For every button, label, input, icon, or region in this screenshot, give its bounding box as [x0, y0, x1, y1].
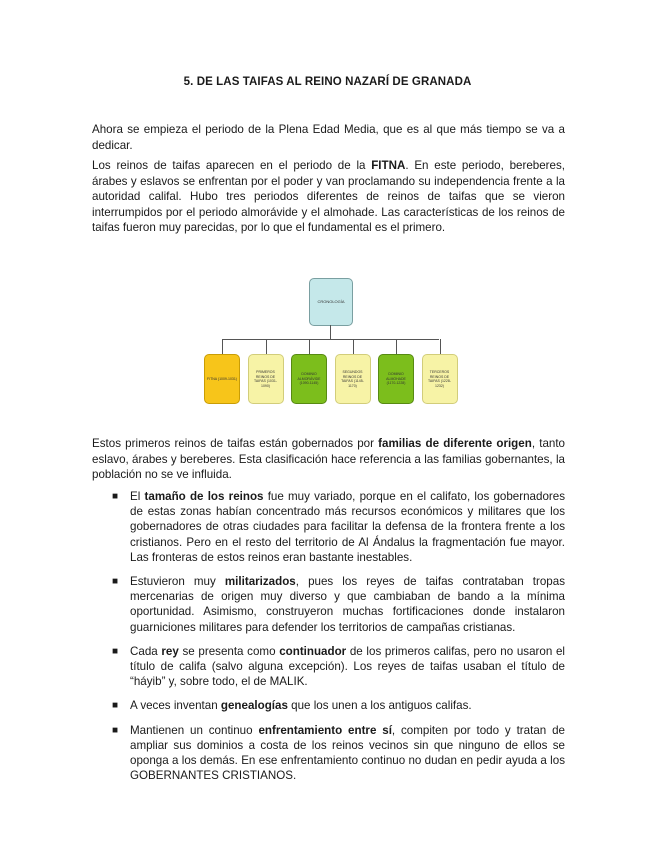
intro-paragraph: Ahora se empieza el periodo de la Plena Edad Media, que es al que más tiempo se va a dedicar.	[92, 123, 565, 152]
bold-term: continuador	[279, 644, 347, 658]
text-segment: Los reinos de taifas aparecen en el periodo de la	[92, 159, 372, 172]
text-segment: se presenta como	[178, 644, 280, 658]
text-segment: . En este periodo, bereberes, árabes y eslavos se enfrentan por el poder y van proclamando su independencia frente a la autoridad califal. Hubo tres periodos diferentes de reinos de taifas que se vieron interrumpidos por el periodo almorávide y el almohade. Las características de los reinos de taifas fueron muy parecidas, por lo que el fundamental es el primero.	[92, 159, 565, 235]
families-paragraph	[92, 436, 565, 483]
bold-term: enfrentamiento entre sí	[258, 723, 392, 737]
list-item	[110, 489, 565, 565]
text-segment: Mantienen un continuo	[130, 723, 259, 737]
bold-term: genealogías	[220, 699, 288, 713]
bold-term: FITNA	[371, 159, 406, 172]
text-segment: fue muy variado, porque en el califato, los gobernadores de estas zonas habían concentrado más recursos económicos y militares que los gobernadores de otras ciudades para facilitar la defensa de la frontera frente a los cristianos. Pero en el resto del territorio de Al Ándalus la fragmentación fue mayor. Las fronteras de estos reinos eran bastante inestables.	[130, 490, 566, 564]
text-segment: , tanto eslavo, árabes y bereberes. Esta clasificación hace referencia a las familias gobernantes, la población no se ve influida.	[92, 437, 566, 482]
text-segment: Cada	[130, 644, 162, 658]
connector-line	[309, 339, 310, 354]
diagram-box: DOMINIO ALMOHADE (1170-1228)	[378, 354, 414, 404]
bold-term: tamaño de los reinos	[144, 490, 264, 503]
bold-term: familias de diferente origen	[378, 437, 532, 450]
bullet-icon: ■	[112, 724, 119, 736]
text-segment: Estuvieron muy	[130, 575, 225, 589]
chronology-diagram	[200, 272, 462, 412]
list-item	[110, 574, 565, 635]
text-segment: A veces inventan	[130, 699, 221, 713]
list-item	[110, 723, 565, 784]
bullet-icon: ■	[112, 491, 119, 502]
bullet-icon: ■	[112, 576, 119, 588]
connector-line	[330, 325, 331, 339]
connector-line	[396, 339, 397, 354]
connector-line	[440, 339, 441, 354]
bold-term: militarizados	[224, 575, 296, 589]
connector-line	[353, 339, 354, 354]
text-segment: , pues los reyes de taifas contrataban tropas mercenarias de origen muy diverso y que cambiaban de bando a la mínima oportunidad. Asimismo, construyeron muchas fortificaciones donde instalaron guarniciones militares para defender los territorios de campañas cristianas.	[130, 575, 565, 634]
bullet-icon: ■	[112, 645, 119, 657]
characteristics-list	[110, 489, 565, 792]
text-segment: El	[130, 490, 145, 503]
list-item	[110, 698, 565, 713]
diagram-root: CRONOLOGÍA	[309, 278, 353, 326]
bold-term: rey	[161, 644, 179, 658]
diagram-box: PRIMEROS REINOS DE TAIFAS (1031-1090)	[248, 354, 284, 404]
connector-line	[222, 339, 223, 354]
diagram-box: DOMINIO ALMORÁVIDE (1090-1145)	[291, 354, 327, 404]
text-segment: que los unen a los antiguos califas.	[287, 699, 472, 713]
text-segment: de los primeros califas, pero no usaron el título de califa (salvo alguna excepción). Los reyes de taifas usaban el título de “háyib” y, sobre todo, el de MALIK.	[130, 644, 565, 689]
text-segment: Estos primeros reinos de taifas están gobernados por	[92, 437, 379, 450]
connector-line	[222, 339, 439, 340]
page-title: 5. DE LAS TAIFAS AL REINO NAZARÍ DE GRANADA	[183, 76, 472, 88]
bullet-icon: ■	[112, 700, 119, 712]
diagram-box: TERCEROS REINOS DE TAIFAS (1228-1232)	[422, 354, 458, 404]
fitna-paragraph	[92, 158, 565, 236]
diagram-box: SEGUNDOS REINOS DE TAIFAS (1145-1170)	[335, 354, 371, 404]
text-segment: , compiten por todo y tratan de ampliar sus dominios a costa de los reinos vecinos sin que ninguno de ellos se oponga a los demás. En ese enfrentamiento continuo no dudan en pedir ayuda a los GOBERNANTES CRISTIANOS.	[130, 723, 565, 783]
connector-line	[266, 339, 267, 354]
diagram-box: FITNA (1009-1031)	[204, 354, 240, 404]
list-item	[110, 644, 565, 690]
